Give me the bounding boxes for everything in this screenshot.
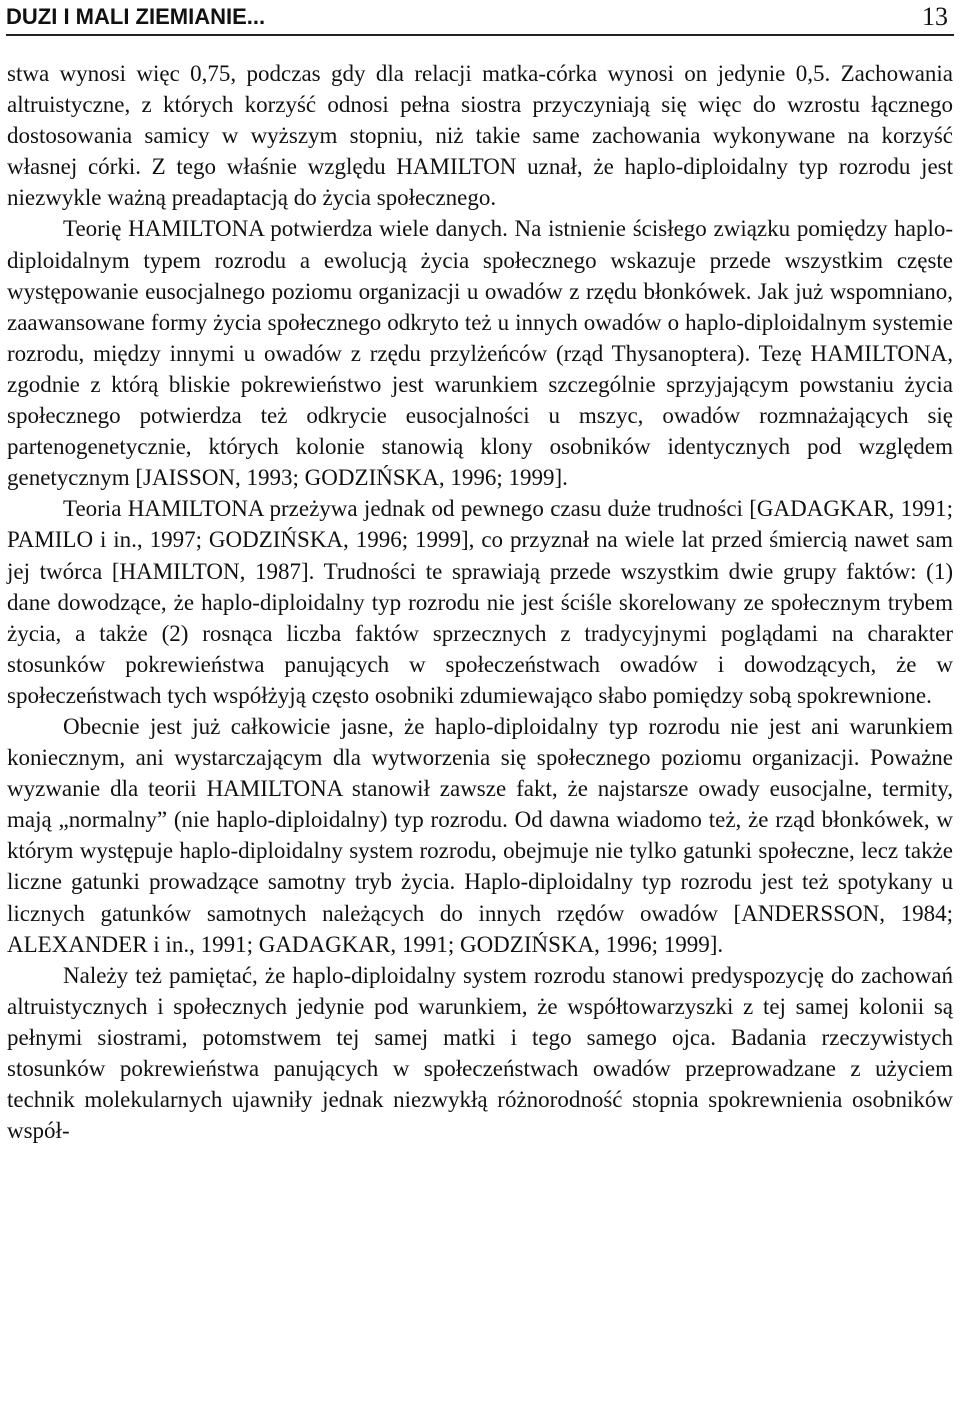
running-header-title: DUZI I MALI ZIEMIANIE... xyxy=(6,4,266,29)
paragraph-4: Obecnie jest już całkowicie jasne, że haplo-diploidalny typ rozrodu nie jest ani warunkiem koniecznym, ani wystarczającym dla wytworzenia się społecznego poziomu organizacji. Poważne wyzwanie dla teorii HAMILTONA stanowił zawsze fakt, że najstarsze owady eusocjalne, termity, mają „normalny” (nie haplo-diploidalny) typ rozrodu. Od dawna wiadomo też, że rząd błonkówek, w którym występuje haplo-diploidalny system rozrodu, obejmuje nie tylko gatunki społeczne, lecz także liczne gatunki prowadzące samotny tryb życia. Haplo-diploidalny typ rozrodu jest też spotykany u licznych gatunków samotnych należących do innych rzędów owadów [ANDERSSON, 1984; ALEXANDER i in., 1991; GADAGKAR, 1991; GODZIŃSKA, 1996; 1999]. xyxy=(7,713,953,957)
paragraph-2: Teorię HAMILTONA potwierdza wiele danych. Na istnienie ścisłego związku pomiędzy haplo-diploidalnym typem rozrodu a ewolucją życia społecznego wskazuje przede wszystkim częste występowanie eusocjalnego poziomu organizacji u owadów z rzędu błonkówek. Jak już wspomniano, zaawansowane formy życia społecznego odkryto też u innych owadów o haplo-diploidalnym systemie rozrodu, między innymi u owadów z rzędu przylżeńców (rząd Thysanoptera). Tezę HAMILTONA, zgodnie z którą bliskie pokrewieństwo jest warunkiem szczególnie sprzyjającym powstaniu życia społecznego potwierdza też odkrycie eusocjalności u mszyc, owadów rozmnażających się partenogenetycznie, których kolonie stanowią klony osobników identycznych pod względem genetycznym [JAISSON, 1993; GODZIŃSKA, 1996; 1999]. xyxy=(7,216,953,491)
paragraph-5: Należy też pamiętać, że haplo-diploidalny system rozrodu stanowi predyspozycję do zachowań altruistycznych i społecznych jedynie pod warunkiem, że współtowarzyszki z tej samej kolonii są pełnymi siostrami, potomstwem tej samej matki i tego samego ojca. Badania rzeczywistych stosunków pokrewieństwa panujących w społeczeństwach owadów przeprowadzane z użyciem technik molekularnych ujawniły jednak niezwykłą różnorodność stopnia spokrewnienia osobników współ- xyxy=(7,962,953,1144)
paragraph-1: stwa wynosi więc 0,75, podczas gdy dla relacji matka-córka wynosi on jedynie 0,5. Zachowania altruistyczne, z których korzyść odnosi pełna siostra przyczyniają się więc do wzrostu łącznego dostosowania samicy w wyższym stopniu, niż takie same zachowania wykonywane na korzyść własnej córki. Z tego właśnie względu HAMILTON uznał, że haplo-diploidalny typ rozrodu jest niezwykle ważną preadaptacją do życia społecznego. xyxy=(7,61,953,211)
page-number: 13 xyxy=(922,2,948,31)
body-text xyxy=(7,58,953,1146)
paragraph-3: Teoria HAMILTONA przeżywa jednak od pewnego czasu duże trudności [GADAGKAR, 1991; PAMILO i in., 1997; GODZIŃSKA, 1996; 1999], co przyznał na wiele lat przed śmiercią nawet sam jej twórca [HAMILTON, 1987]. Trudności te sprawiają przede wszystkim dwie grupy faktów: (1) dane dowodzące, że haplo-diploidalny typ rozrodu nie jest ściśle skorelowany ze społecznym trybem życia, a także (2) rosnąca liczba faktów sprzecznych z tradycyjnymi poglądami na charakter stosunków pokrewieństwa panujących w społeczeństwach owadów i dowodzących, że w społeczeństwach tych współżyją często osobniki zdumiewająco słabo pomiędzy sobą spokrewnione. xyxy=(7,496,953,708)
running-header xyxy=(6,2,954,36)
